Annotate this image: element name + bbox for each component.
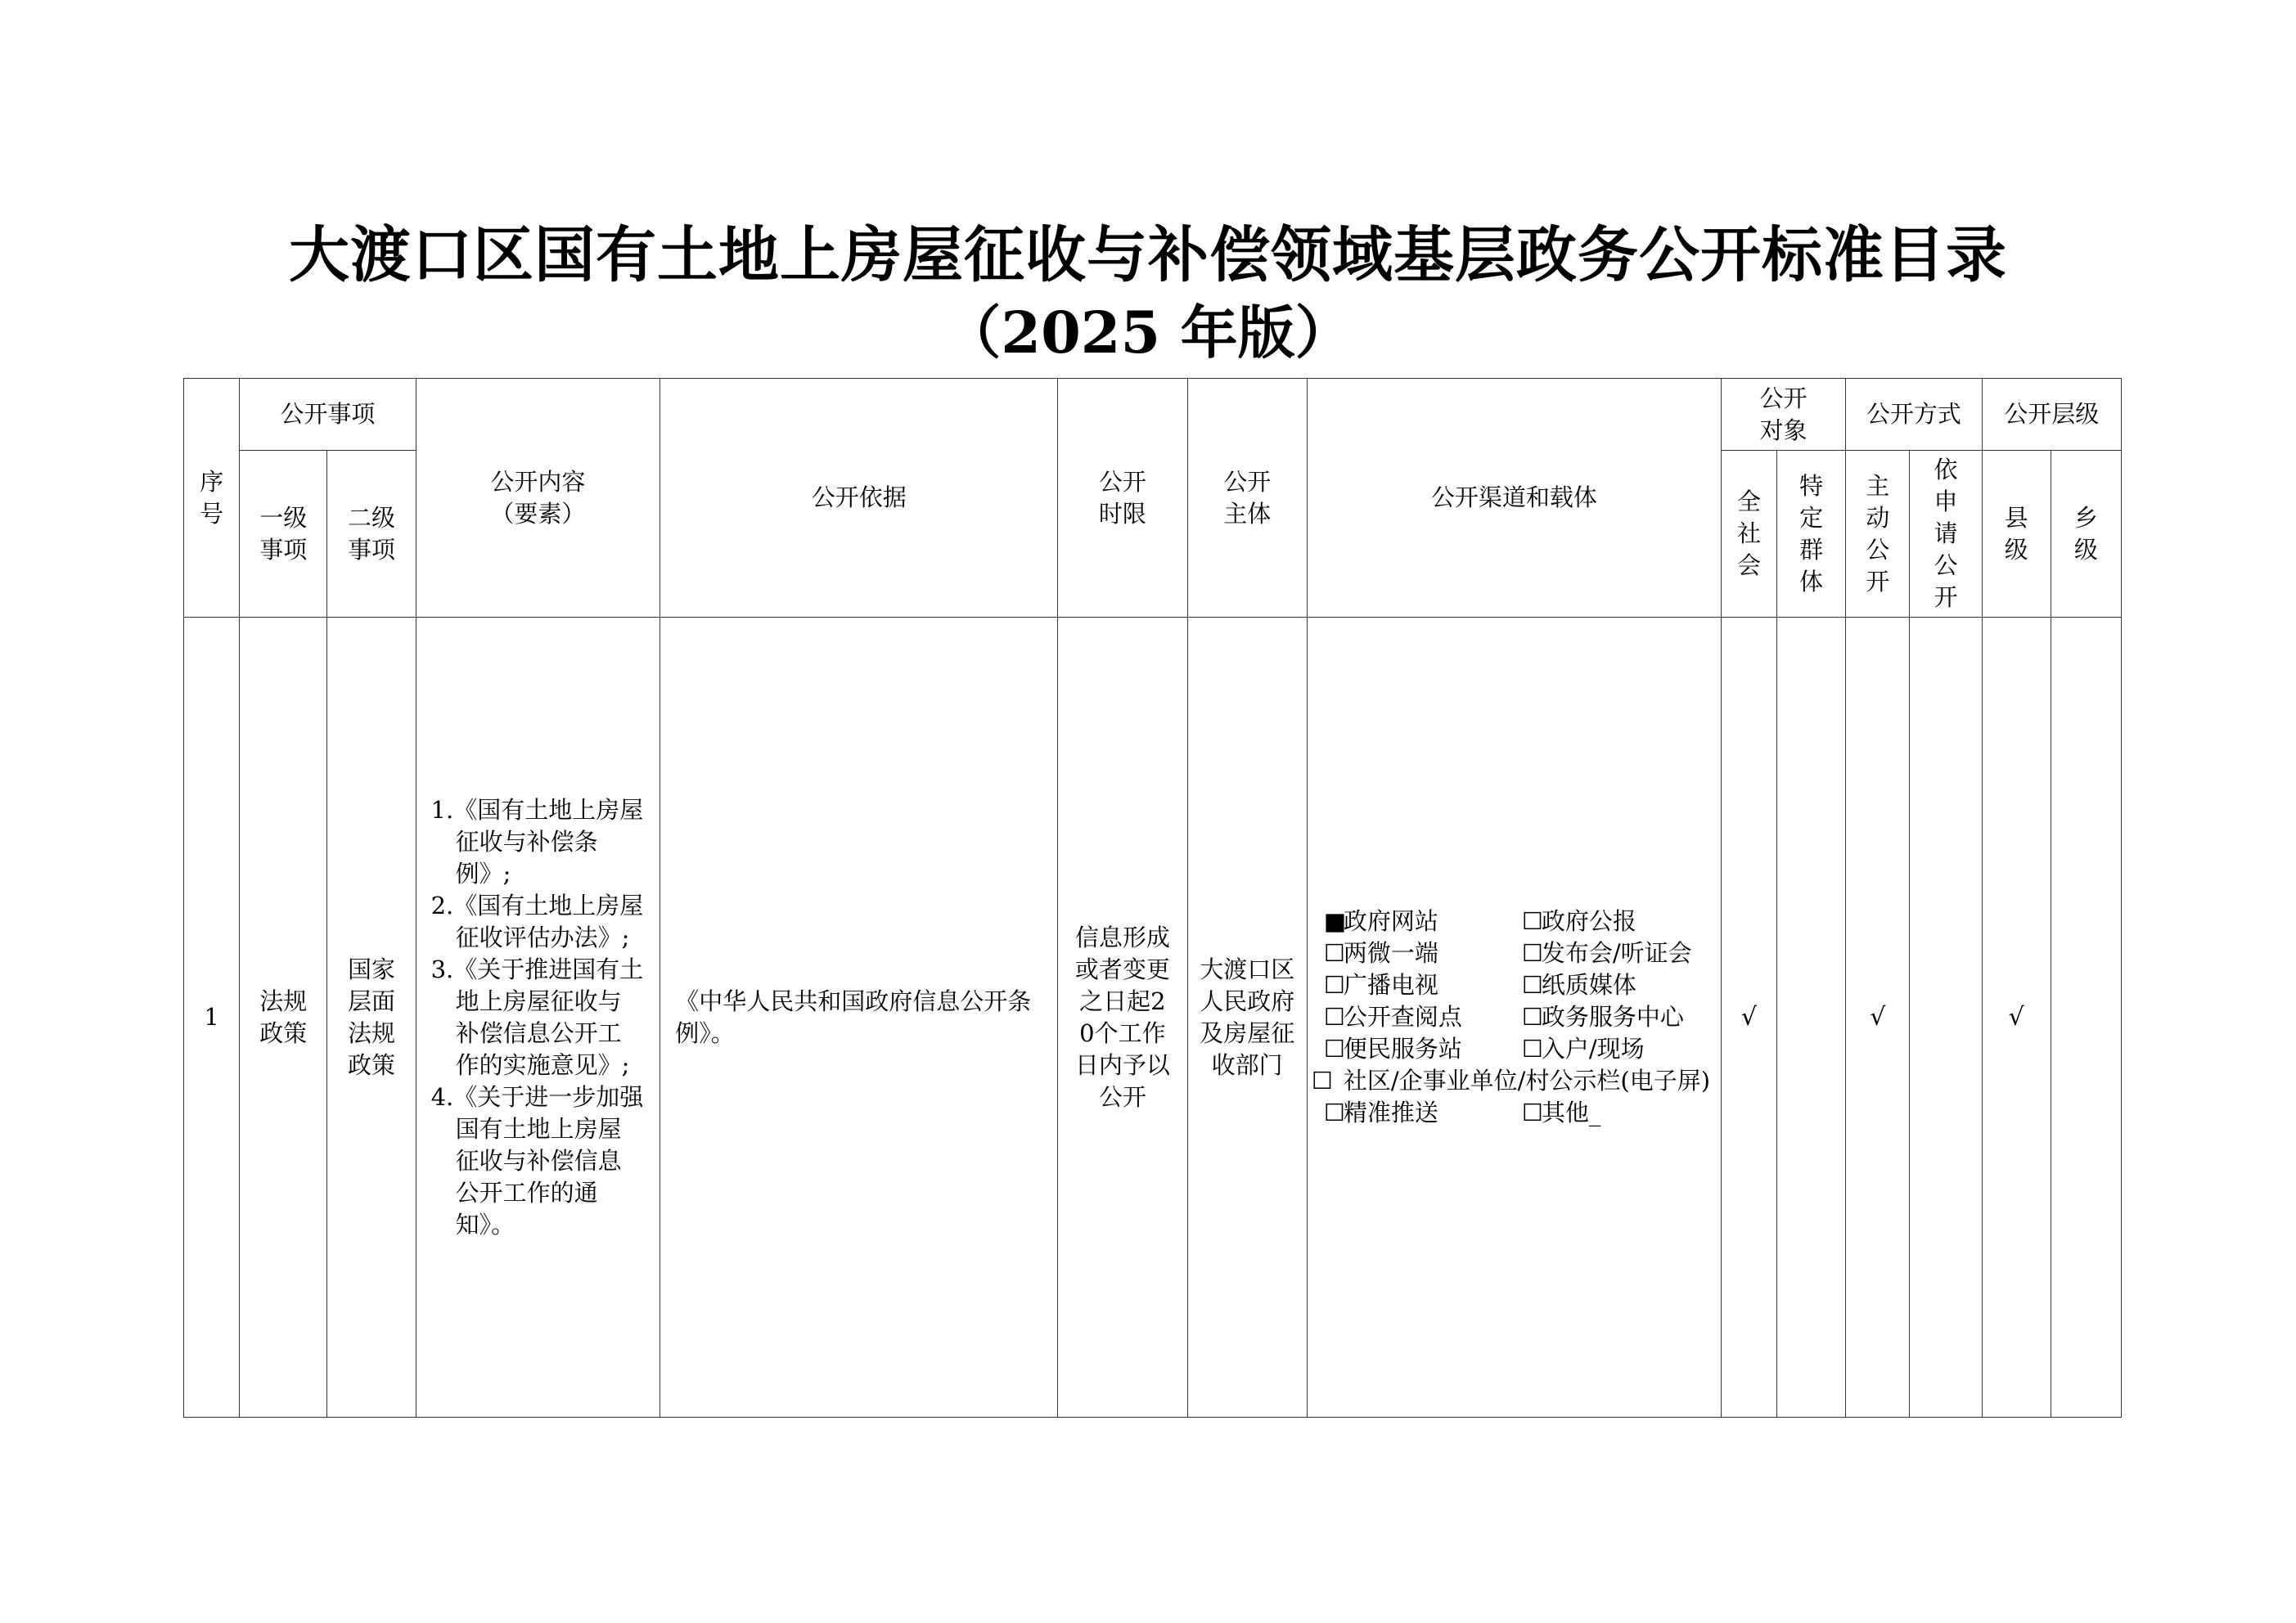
checkbox-icon: ■ [1323,907,1347,935]
header-level-group: 公开层级 [1982,379,2121,451]
content-item: 3.《关于推进国有土地上房屋征收与补偿信息公开工作的实施意见》; [430,955,644,1079]
checkbox-icon: ☐ [1521,1035,1543,1063]
row-basis: 《中华人民共和国政府信息公开条例》。 [660,618,1058,1418]
checkbox-icon: ☐ [1323,1003,1345,1031]
table-row [184,618,2122,1418]
header-level-county: 县级 [1982,451,2051,618]
content-item: 2.《国有土地上房屋征收评估办法》; [430,891,644,951]
row-seq: 1 [184,618,240,1418]
row-time-limit: 信息形成或者变更之日起20个工作日内予以公开 [1058,618,1187,1418]
checkbox-icon: ☐ [1323,1099,1345,1126]
header-content: 公开内容 （要素） [416,379,660,618]
channel-item-other: ☐其他_ [1522,1097,1718,1129]
row-level-county-check: √ [1982,618,2051,1418]
channel-list [1311,906,1721,1129]
content-list [431,794,646,1241]
channel-item-service-station: ☐便民服务站 [1324,1033,1522,1065]
row-method-active-check: √ [1846,618,1910,1418]
row-audience-specific-check [1777,618,1846,1418]
channel-item-gazette: ☐政府公报 [1522,906,1718,937]
channel-item-wechat-weibo-app: ☐两微一端 [1324,937,1522,969]
header-subject: 公开主体 [1187,379,1307,618]
row-level2: 国家层面法规政策 [327,618,416,1418]
header-row-top [184,379,2122,451]
channel-item-service-center: ☐政务服务中心 [1522,1001,1718,1033]
checkbox-icon: ☐ [1311,1067,1333,1095]
header-audience-specific: 特定群体 [1777,451,1846,618]
checkbox-icon: ☐ [1521,1099,1543,1126]
header-time-limit: 公开时限 [1058,379,1187,618]
content-item: 4.《关于进一步加强国有土地上房屋征收与补偿信息公开工作的通知》。 [430,1082,644,1239]
header-basis: 公开依据 [660,379,1058,618]
channel-item-reading-point: ☐公开查阅点 [1324,1001,1522,1033]
channel-item-website: ■政府网站 [1324,906,1522,937]
header-level1: 一级事项 [240,451,327,618]
row-method-request-check [1910,618,1982,1418]
page-title: 大渡口区国有土地上房屋征收与补偿领域基层政务公开标准目录 [289,220,2007,290]
channel-item-broadcast-tv: ☐广播电视 [1324,969,1522,1001]
header-level2: 二级事项 [327,451,416,618]
header-method-active: 主动公开 [1846,451,1910,618]
checkbox-icon: ☐ [1323,939,1345,967]
channel-item-bulletin-board: ☐ 社区/企事业单位/村公示栏(电子屏) [1324,1065,1718,1097]
catalog-table [183,378,2122,1418]
channel-item-targeted-push: ☐精准推送 [1324,1097,1522,1129]
checkbox-icon: ☐ [1521,939,1543,967]
header-audience-all: 全社会 [1721,451,1776,618]
header-level-township: 乡级 [2051,451,2121,618]
channel-item-print-media: ☐纸质媒体 [1522,969,1718,1001]
row-audience-all-check: √ [1721,618,1776,1418]
header-method-group: 公开方式 [1846,379,1982,451]
row-level1: 法规政策 [240,618,327,1418]
page-subtitle: （2025 年版） [943,299,1353,366]
row-content [416,618,660,1418]
header-channels: 公开渠道和载体 [1307,379,1721,618]
checkbox-icon: ☐ [1323,971,1345,999]
header-method-request: 依申请公开 [1910,451,1982,618]
checkbox-icon: ☐ [1521,971,1543,999]
row-level-township-check [2051,618,2121,1418]
channel-item-door-to-door: ☐入户/现场 [1522,1033,1718,1065]
header-items-group: 公开事项 [240,379,416,451]
row-channels [1307,618,1721,1418]
content-item: 1.《国有土地上房屋征收与补偿条例》; [430,795,644,888]
header-audience-group: 公开对象 [1721,379,1845,451]
checkbox-icon: ☐ [1323,1035,1345,1063]
checkbox-icon: ☐ [1521,907,1543,935]
channel-item-press-hearing: ☐发布会/听证会 [1522,937,1718,969]
row-subject: 大渡口区人民政府及房屋征收部门 [1187,618,1307,1418]
header-seq: 序号 [184,379,240,618]
checkbox-icon: ☐ [1521,1003,1543,1031]
